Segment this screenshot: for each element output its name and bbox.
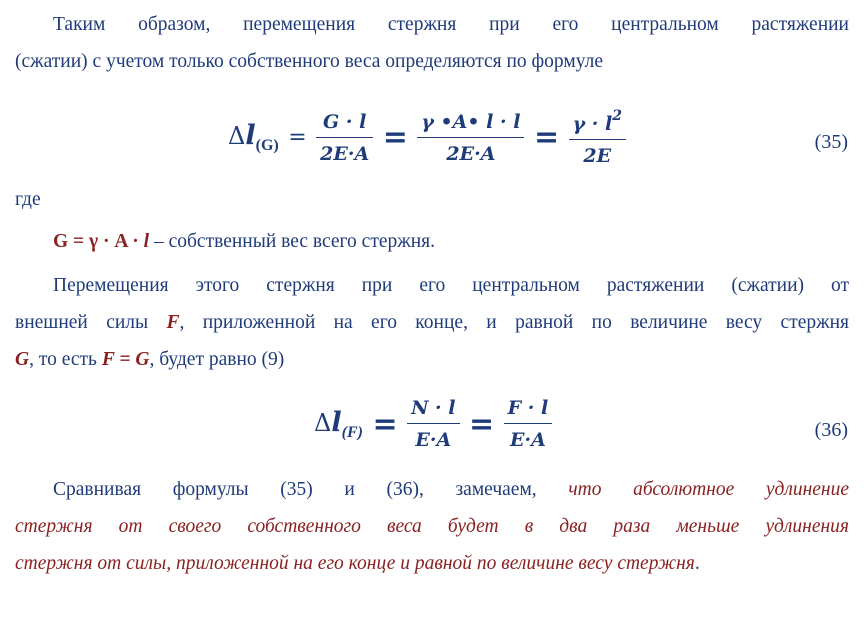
paragraph-conclusion-line1: Сравнивая формулы (35) и (36), замечаем, что абсолютное удлинение [53, 479, 849, 500]
length-symbol: l [331, 406, 342, 438]
fraction-numerator: $\gamma \cdot l^2$ [569, 108, 626, 140]
exponent: 2 [612, 108, 622, 124]
paragraph-conclusion [15, 471, 849, 582]
fraction-denominator: E·A [415, 429, 452, 451]
fraction-denominator: 2E·A [446, 142, 496, 165]
fraction-N-l [407, 397, 459, 451]
fraction-gamma-A-l-l [417, 111, 524, 165]
fraction-numerator: γ •A• l · l [417, 111, 524, 138]
equals-sign: = [288, 125, 307, 150]
conclusion-emphasis: что абсолютное удлинение [568, 479, 849, 500]
paragraph-intro-line1: Таким образом, перемещения стержня при его центральном растяжении [53, 14, 849, 35]
equals-sign: = [533, 120, 560, 155]
weight-G: G [15, 349, 30, 370]
equals-sign: = [469, 406, 495, 442]
fraction-G-l [316, 111, 373, 165]
paragraph-external-force [15, 267, 849, 378]
equation-35 [228, 108, 626, 167]
paragraph-conclusion-line3: стержня от силы, приложенной на его конце и равной по величине весу стержня. [15, 553, 700, 574]
paragraph-conclusion-line2: стержня от своего собственного веса будет в два раза меньше удлинения [15, 516, 849, 537]
equation-number-35: (35) [814, 131, 848, 153]
definition-G-l: l [143, 231, 150, 252]
fraction-numerator: F · l [504, 397, 553, 424]
definition-G-text: – собственный вес всего стержня. [149, 231, 436, 252]
equation-number-36: (36) [814, 419, 848, 441]
where-label: где [15, 189, 41, 210]
F-equals-G: F = G [101, 349, 150, 370]
fraction-denominator: 2E·A [320, 142, 370, 165]
equation-36-lhs: $\Delta l_{(F)}$ [314, 406, 363, 441]
equals-sign: = [382, 120, 408, 155]
force-F: F [166, 312, 180, 333]
fraction-denominator: E·A [510, 429, 546, 451]
fraction-gamma-l2 [569, 108, 626, 167]
fraction-denominator: 2E [583, 145, 612, 167]
equals-sign: = [372, 406, 398, 442]
fraction-F-l [504, 397, 553, 451]
paragraph-intro-line2: (сжатии) с учетом только собственного веса определяются по формуле [15, 51, 603, 72]
equation-36-subscript: (F) [341, 423, 363, 441]
definition-G [15, 223, 849, 260]
equation-36 [314, 397, 552, 451]
paragraph-external-force-line3: G, то есть F = G, будет равно (9) [15, 349, 285, 370]
paragraph-external-force-line1: Перемещения этого стержня при его центральном растяжении (сжатии) от [53, 275, 849, 296]
fraction-numerator: G · l [316, 111, 373, 138]
fraction-numerator: N · l [407, 397, 459, 424]
equation-35-subscript: (G) [255, 137, 279, 154]
length-symbol: l [245, 120, 256, 151]
equation-35-lhs: $\Delta l_{(G)}$ [228, 120, 279, 154]
paragraph-intro [15, 6, 849, 80]
paragraph-external-force-line2: внешней силы F, приложенной на его конце, и равной по величине весу стержня [15, 312, 849, 333]
definition-G-formula: G = γ · A · [53, 231, 144, 252]
